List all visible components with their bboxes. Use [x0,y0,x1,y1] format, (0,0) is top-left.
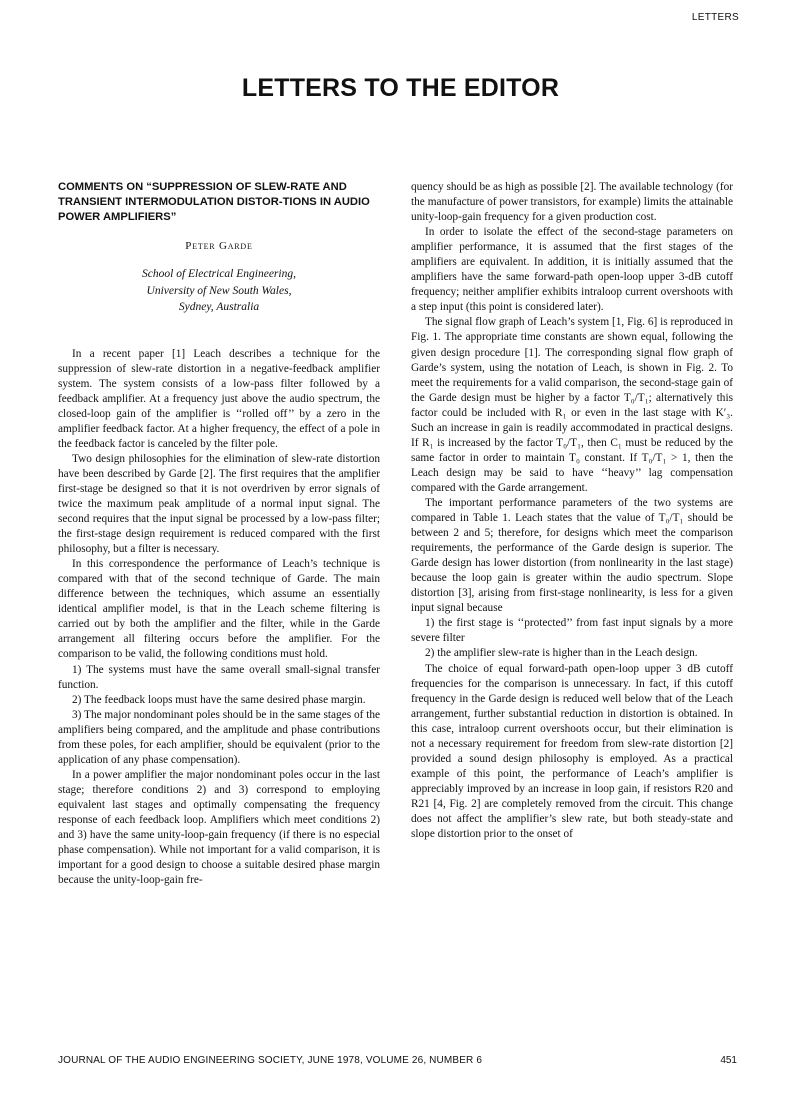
journal-citation: JOURNAL OF THE AUDIO ENGINEERING SOCIETY, JUNE 1978, VOLUME 26, NUMBER 6 [58,1055,483,1066]
body-paragraph: In a power amplifier the major nondominant poles occur in the last stage; therefore conditions 2) and 3) correspond to employing equivalent last stages and optimally compensating the frequency response of each feedback loop. Amplifiers which meet conditions 2) and 3) have the same unity-loop-gain frequency (if there is no especial phase compensation). While not important for a valid comparison, it is important for a good design to choose a suitable desired phase margin because the unity-loop-gain fre- [58,768,380,887]
page-number: 451 [720,1055,737,1066]
body-paragraph: The signal flow graph of Leach’s system [1, Fig. 6] is reproduced in Fig. 1. The appropriate time constants are shown equal, following the given design procedure [1]. The corresponding signal flow graph of Garde’s system, using the notation of Leach, is shown in Fig. 2. To meet the requirements for a valid comparison, the second-stage gain of the Garde design must be higher by a factor T₀/T₁; alternatively this factor could be included with R₁ or even in the last stage with K′₃. Such an increase in gain is readily accommodated in practical designs. If R₁ is increased by the factor T₀/T₁, then C₁ must be reduced by the same factor in order to maintain T₀ constant. If T₀/T₁ > 1, then the Leach design may be said to have ‘‘heavy’’ lag compensation compared with the Garde arrangement. [411,316,733,494]
body-paragraph: In a recent paper [1] Leach describes a technique for the suppression of slew-rate distortion in a negative-feedback amplifier system. The system consists of a low-pass filter followed by a feedback amplifier. At a frequency just above the audio spectrum, the closed-loop gain of the amplifier is ‘‘rolled off’’ by a zero in the amplifier feedback factor. At a higher frequency, the effect of a pole in the feedback factor is canceled by the filter pole. [58,347,380,450]
list-item: 2) the amplifier slew-rate is higher than in the Leach design. [425,647,698,660]
article-title: COMMENTS ON “SUPPRESSION OF SLEW-RATE AND TRANSIENT INTERMODULATION DISTOR-TIONS IN AUDIO POWER AMPLIFIERS” [58,181,370,223]
page-title: LETTERS TO THE EDITOR [241,74,560,102]
affiliation-line: Sydney, Australia [178,301,260,314]
list-item: 3) The major nondominant poles should be in the same stages of the amplifiers being compared, and the amplitude and phase contributions from these poles, for each amplifier, should be equivalent (prior to the application of any phase compensation). [58,708,380,766]
affiliation-line: University of New South Wales, [146,284,292,297]
body-paragraph: Two design philosophies for the elimination of slew-rate distortion have been described by Garde [2]. The first requires that the amplifier first-stage be designed so that it is not overdriven by error signals of twice the maximum peak amplitude of a normal input signal. The second requires that the input signal be processed by a low-pass filter; the first-stage design requirement is reduced compared with the first philosophy, but a filter is necessary. [58,452,380,556]
body-paragraph: In this correspondence the performance of Leach’s technique is compared with that of the second technique of Garde. The main difference between the techniques, which assume an essentially identical amplifier model, is that in the Leach scheme filtering is carried out by both the amplifier and the filter, while in the Garde arrangement all filtering occurs before the amplifier. For the comparison to be valid, the following conditions must hold. [58,558,380,661]
right-column [411,180,733,842]
list-item: 2) The feedback loops must have the same desired phase margin. [72,693,366,706]
affiliation-line: School of Electrical Engineering, [142,268,296,281]
author-affiliation [58,266,380,316]
list-item: 1) The systems must have the same overall small-signal transfer function. [58,663,380,691]
body-paragraph: The important performance parameters of the two systems are compared in Table 1. Leach states that the value of T₀/T₁ should be between 2 and 5; therefore, for designs which meet the comparison requirements, the performance of the Garde design is superior. The Garde design has lower distortion (from nonlinearity in the last stage) because the loop gain is greater within the audio spectrum. Slope distortion [3], arising from first-stage nonlinearity, is less for a given input signal because [411,496,733,615]
body-paragraph: In order to isolate the effect of the second-stage parameters on amplifier performance, it is assumed that the first stages of the amplifiers are equivalent. In addition, it is initially assumed that the amplifiers have the same forward-path open-loop upper 3-dB cutoff frequency; neither amplifier exhibits intraloop current overshoots with a step input (this point is considered later). [411,226,733,314]
author-name: Peter Garde [185,240,253,252]
body-paragraph: quency should be as high as possible [2]. The available technology (for the manufacture of power transistors, for example) limits the attainable unity-loop-gain frequency for a given production cost. [411,181,733,224]
list-item: 1) the first stage is ‘‘protected’’ from fast input signals by a more severe filter [411,617,733,645]
body-paragraph: The choice of equal forward-path open-loop upper 3 dB cutoff frequencies for the comparison is unnecessary. In fact, if this cutoff frequency in the Garde design is reduced well below that of the Leach arrangement, further substantial reduction in distortion is obtained. In this case, intraloop current overshoots occur, but their elimination is not a necessary requirement for freedom from slew-rate distortion [2] provided a sound design philosophy is employed. As a practical example of this point, the performance of Leach’s amplifier is appreciably improved by an increase in loop gain, if resistors R20 and R21 [4, Fig. 2] are completely removed from the circuit. This change does not affect the amplifier’s slew rate, but both steady-state and slope distortion prior to the onset of [411,662,733,841]
running-head: LETTERS [691,12,739,23]
left-column [58,180,380,888]
